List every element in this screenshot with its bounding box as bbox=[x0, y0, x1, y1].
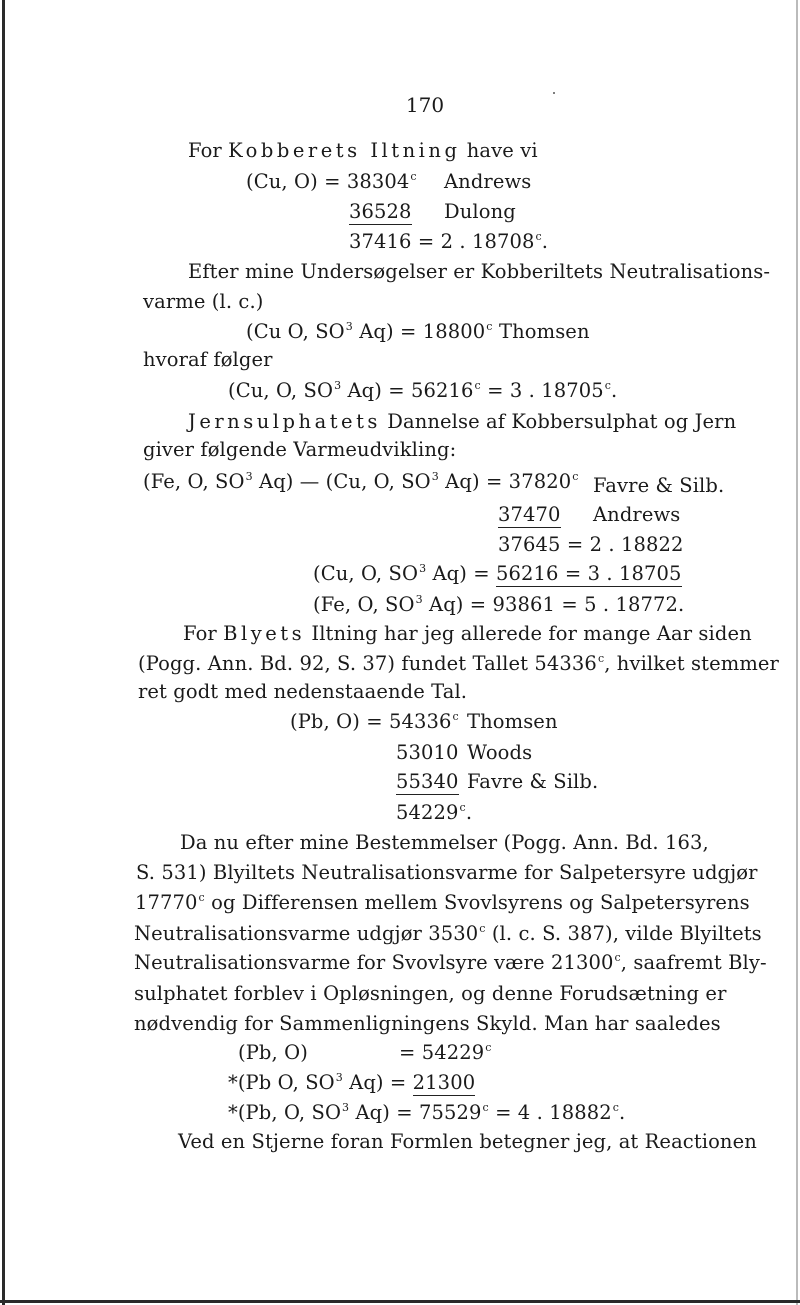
equation: (Pb, O) = 54336 bbox=[290, 710, 452, 733]
paragraph-line: giver følgende Varmeudvikling: bbox=[143, 438, 457, 461]
scan-left-edge bbox=[2, 0, 5, 1305]
superscript: 3 bbox=[431, 470, 439, 483]
equation: (Fe, O, SO bbox=[313, 593, 415, 616]
equation: 54229 bbox=[396, 801, 459, 824]
superscript: c bbox=[474, 379, 481, 392]
superscript: c bbox=[410, 170, 417, 183]
superscript: c bbox=[459, 801, 466, 814]
text-span: 17770 bbox=[135, 891, 198, 914]
value bbox=[498, 503, 561, 527]
source-name: Woods bbox=[467, 741, 533, 764]
superscript: 3 bbox=[345, 320, 353, 333]
paragraph-line bbox=[135, 891, 750, 918]
text-line bbox=[188, 139, 538, 163]
equation: Aq) = 18800 bbox=[352, 320, 486, 343]
paragraph-line bbox=[138, 652, 779, 679]
text-span: . bbox=[541, 230, 549, 253]
equation-line bbox=[313, 593, 684, 620]
result-line bbox=[349, 230, 548, 257]
source-name: Andrews bbox=[444, 170, 532, 193]
superscript: c bbox=[604, 379, 612, 392]
text-span: (Pogg. Ann. Bd. 92, S. 37) fundet Tallet 54336 bbox=[138, 652, 597, 675]
equation: = 3 . 18705 bbox=[480, 379, 604, 402]
result-line bbox=[396, 801, 472, 828]
equation: = 4 . 18882 bbox=[488, 1101, 612, 1124]
text-span: og Differensen mellem Svovlsyrens og Salpetersyrens bbox=[204, 891, 750, 914]
underlined-value: 36528 bbox=[349, 200, 412, 223]
equation-line bbox=[228, 379, 617, 406]
superscript: 3 bbox=[335, 1071, 343, 1084]
equation: Aq) = 56216 bbox=[341, 379, 474, 402]
source-name: Favre & Silb. bbox=[467, 770, 599, 793]
superscript: c bbox=[572, 470, 579, 483]
source-name: Favre & Silb. bbox=[593, 474, 725, 497]
superscript: 3 bbox=[334, 379, 342, 392]
text-span: Neutralisationsvarme for Svovlsyre være 21300 bbox=[134, 951, 614, 974]
value bbox=[349, 200, 412, 224]
page-number: 170 bbox=[405, 93, 445, 117]
underlined-value: 55340 bbox=[396, 770, 459, 793]
text-span: Dannelse af Kobbersulphat og Jern bbox=[387, 410, 737, 433]
text-span: Neutralisationsvarme udgjør 3530 bbox=[134, 922, 479, 945]
superscript: c bbox=[485, 1041, 492, 1054]
text-span: , hvilket stemmer bbox=[604, 652, 779, 675]
text-span: . bbox=[611, 379, 618, 402]
spaced-heading: Jernsulphatets bbox=[188, 410, 381, 433]
equation: (Cu, O) = 38304 bbox=[246, 170, 410, 193]
equation-line: (Pb, O) bbox=[238, 1041, 308, 1064]
paragraph-line: ret godt med nedenstaaende Tal. bbox=[138, 680, 468, 703]
equation: (Fe, O, SO bbox=[143, 470, 245, 493]
equation: = 54229 bbox=[399, 1041, 485, 1064]
paragraph-line: sulphatet forblev i Opløsningen, og denne Forudsætning er bbox=[134, 982, 727, 1005]
value: 53010 bbox=[396, 741, 459, 764]
scan-bottom-edge bbox=[0, 1300, 800, 1303]
superscript: 3 bbox=[342, 1101, 350, 1114]
paragraph-line: Ved en Stjerne foran Formlen betegner jeg, at Reactionen bbox=[178, 1130, 757, 1153]
paragraph-line: Da nu efter mine Bestemmelser (Pogg. Ann. Bd. 163, bbox=[180, 831, 709, 854]
result-line: 37645 = 2 . 18822 bbox=[498, 533, 684, 556]
underlined-value: 37470 bbox=[498, 503, 561, 526]
superscript: c bbox=[535, 230, 542, 243]
equation: Aq) = 75529 bbox=[349, 1101, 482, 1124]
equation-line bbox=[228, 1071, 475, 1098]
text-span: . bbox=[619, 1101, 626, 1124]
superscript: 3 bbox=[415, 593, 423, 606]
source-name: Thomsen bbox=[467, 710, 558, 733]
underlined-value: 56216 = 3 . 18705 bbox=[496, 562, 682, 585]
paragraph-line: S. 531) Blyiltets Neutralisationsvarme for Salpetersyre udgjør bbox=[136, 861, 758, 884]
equation-line bbox=[246, 320, 493, 347]
equation: 37416 = 2 . 18708 bbox=[349, 230, 535, 253]
superscript: c bbox=[486, 320, 493, 333]
text-span: have vi bbox=[466, 139, 538, 162]
equation: (Cu O, SO bbox=[246, 320, 345, 343]
source-name: Dulong bbox=[444, 200, 516, 223]
paragraph-line: Efter mine Undersøgelser er Kobberiltets Neutralisations- bbox=[188, 260, 771, 283]
superscript: c bbox=[597, 652, 605, 665]
equation: *(Pb, O, SO bbox=[228, 1101, 342, 1124]
text-span: For bbox=[188, 139, 222, 162]
paragraph-line bbox=[183, 622, 752, 646]
equation: *(Pb O, SO bbox=[228, 1071, 335, 1094]
equation: Aq) = 37820 bbox=[438, 470, 572, 493]
equation: (Cu, O, SO bbox=[313, 562, 419, 585]
spaced-heading: Kobberets Iltning bbox=[228, 139, 461, 162]
text-span: , saafremt Bly- bbox=[620, 951, 767, 974]
text-span: Iltning har jeg allerede for mange Aar siden bbox=[311, 622, 752, 645]
equation-line bbox=[313, 562, 682, 589]
underlined-value: 21300 bbox=[412, 1071, 476, 1094]
paragraph-line bbox=[188, 410, 736, 434]
source-name: Thomsen bbox=[499, 320, 590, 343]
equation: (Cu, O, SO bbox=[228, 379, 334, 402]
text-span: (l. c. S. 387), vilde Blyiltets bbox=[485, 922, 762, 945]
equation-line bbox=[228, 1101, 625, 1128]
scan-right-edge bbox=[796, 0, 798, 1305]
superscript: c bbox=[614, 951, 621, 964]
superscript: c bbox=[452, 710, 459, 723]
equation: Aq) — (Cu, O, SO bbox=[252, 470, 431, 493]
equation: Aq) = 93861 = 5 . 18772. bbox=[422, 593, 685, 616]
superscript: 3 bbox=[245, 470, 253, 483]
equation: Aq) = bbox=[342, 1071, 413, 1094]
equation-line bbox=[246, 170, 417, 197]
paragraph-line bbox=[134, 951, 767, 978]
paragraph-line: varme (l. c.) bbox=[143, 290, 264, 313]
equation-line bbox=[290, 710, 459, 737]
paragraph-line bbox=[134, 922, 762, 949]
paragraph-line: nødvendig for Sammenligningens Skyld. Man har saaledes bbox=[134, 1012, 721, 1035]
source-name: Andrews bbox=[593, 503, 681, 526]
superscript: c bbox=[479, 922, 486, 935]
superscript: 3 bbox=[419, 562, 427, 575]
equation-line bbox=[143, 470, 578, 497]
value bbox=[396, 770, 459, 794]
equation-line bbox=[399, 1041, 492, 1068]
text-span: . bbox=[465, 801, 473, 824]
superscript: c bbox=[612, 1101, 620, 1114]
paragraph-line: hvoraf følger bbox=[143, 348, 273, 371]
text-span: For bbox=[183, 622, 217, 645]
superscript: c bbox=[482, 1101, 489, 1114]
superscript: c bbox=[198, 891, 205, 904]
spaced-heading: Blyets bbox=[223, 622, 306, 645]
equation: Aq) = bbox=[426, 562, 496, 585]
